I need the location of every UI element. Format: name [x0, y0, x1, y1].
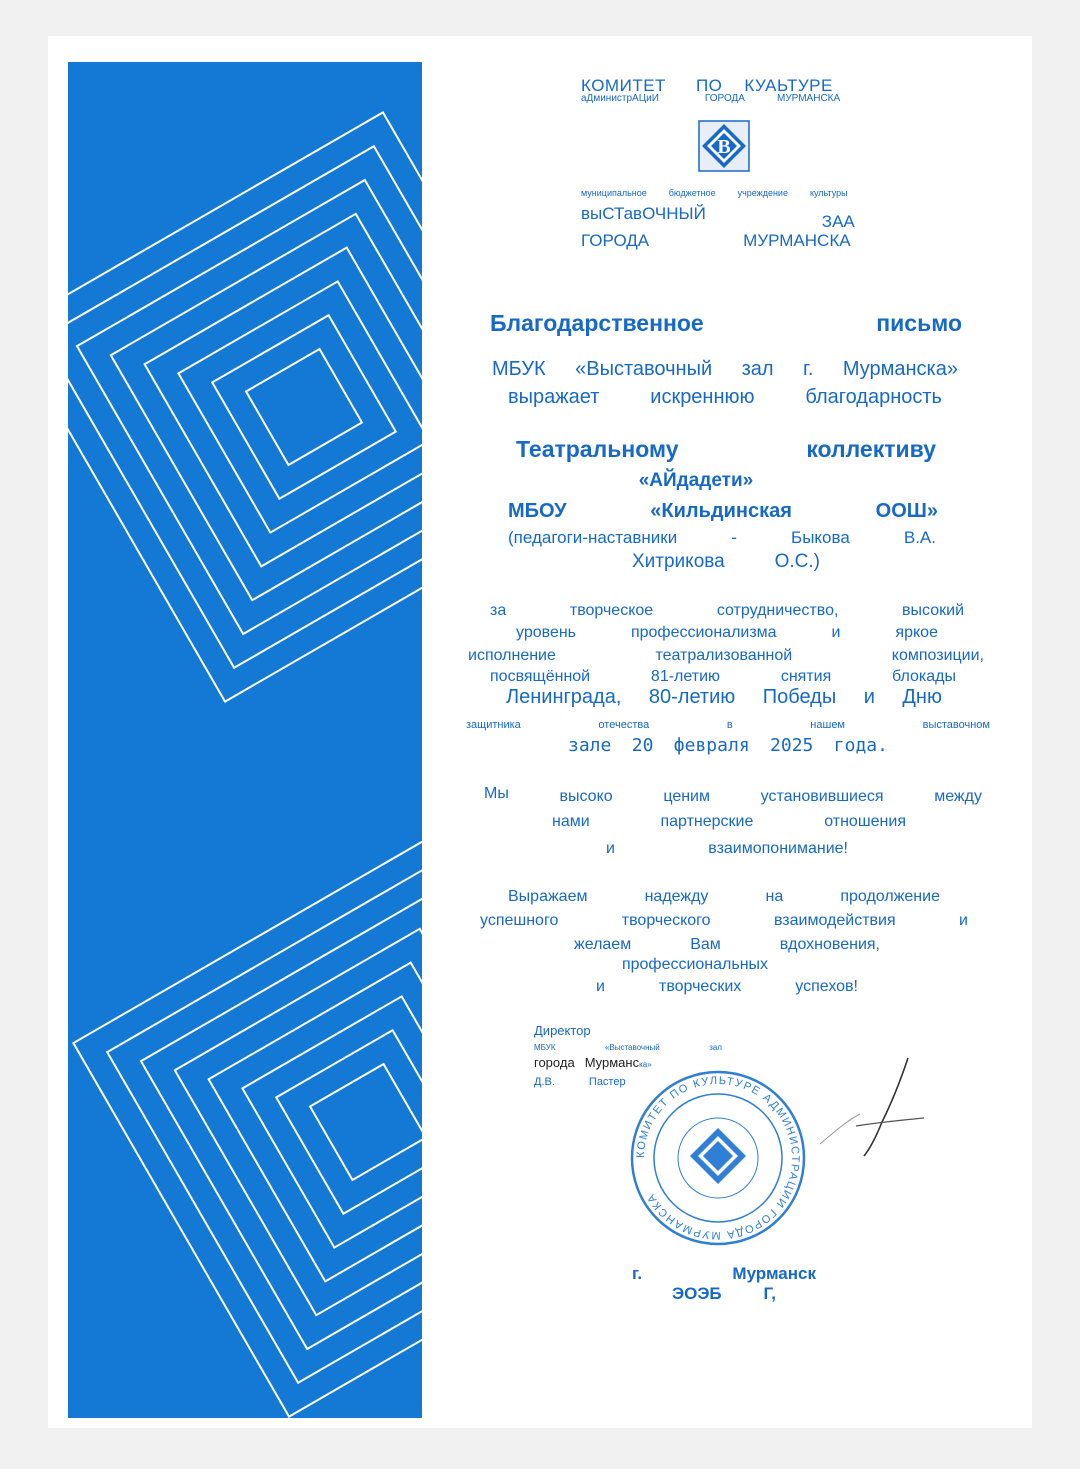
recipient-teachers-2: Хитрикова О.С.) [632, 551, 820, 572]
committee-header: КОМИТЕТ ПО КУАЬТУРЕ [581, 76, 833, 95]
footer-city: г. Мурманск [632, 1264, 816, 1283]
band-square-0-6 [68, 76, 422, 737]
band-square-1-6 [68, 791, 422, 1418]
signature-name: Д.В. Пастер [534, 1076, 626, 1088]
logo-letter: В [717, 136, 731, 158]
official-stamp-icon [630, 1070, 806, 1246]
signature-city: города Мурманска» [534, 1055, 652, 1070]
handwritten-signature-icon [820, 1052, 940, 1162]
band-square-1-0 [295, 1049, 422, 1196]
appreciation-line-2: нами партнерские отношения [552, 813, 906, 830]
institution-type: муниципальное бюджетное учреждение культуры [581, 188, 848, 198]
band-square-0-0 [231, 334, 378, 481]
reason-line-6: защитника отечества в нашем выставочном [466, 719, 990, 731]
wishes-line-3: желаем Вам вдохновения, [574, 936, 880, 953]
reason-line-7: зале 20 февраля 2025 года. [568, 735, 888, 756]
wishes-line-1: Выражаем надежду на продолжение [508, 888, 940, 905]
administration-header: аДминистрАЦиИ ГОРОДА МУРМАНСКА [581, 93, 841, 104]
wishes-line-5: и творческих успехов! [596, 978, 858, 995]
band-square-0-3 [102, 205, 422, 609]
band-square-1-4 [123, 877, 422, 1367]
reason-line-5: Ленинграда, 80-летию Победы и Дню [506, 686, 942, 708]
wishes-line-2: успешного творческого взаимодействия и [480, 912, 968, 929]
band-square-0-1 [188, 291, 421, 524]
reason-line-1: за творческое сотрудничество, высокий [490, 602, 964, 619]
wishes-line-4: профессиональных [621, 956, 769, 973]
intro-line-2: выражает искреннюю благодарность [508, 386, 942, 408]
institution-name-line1: выСТавОЧНЫЙ ЗАА [581, 204, 855, 231]
appreciation-line-3: и взаимопонимание! [606, 840, 848, 857]
recipient-collective-name: «АЙдадети» [638, 470, 754, 491]
decorative-band [68, 62, 422, 1418]
band-square-1-7 [68, 748, 422, 1418]
signature-org: МБУК «Выставочный зал [534, 1043, 722, 1052]
signature-title: Директор [534, 1023, 591, 1038]
band-square-0-5 [68, 119, 422, 695]
stamp-ring-text: КОМИТЕТ ПО КУЛЬТУРЕ АДМИНИСТРАЦИИ ГОРОДА МУРМАНСКА [634, 1074, 802, 1242]
footer-date: ЭОЭБ Г, [672, 1284, 776, 1303]
recipient-school: МБОУ «Кильдинская ООШ» [508, 500, 938, 522]
band-square-0-4 [68, 162, 422, 652]
band-square-1-5 [80, 834, 422, 1410]
band-pattern [68, 62, 422, 1418]
letter-title: Благодарственное письмо [490, 310, 962, 336]
intro-line-1: МБУК «Выставочный зал г. Мурманска» [492, 358, 958, 380]
recipient-line-1: Театральному коллективу [516, 436, 936, 462]
reason-line-3: исполнение театрализованной композиции, [468, 647, 984, 664]
recipient-teachers-1: (педагоги-наставники - Быкова В.А. [508, 528, 936, 547]
institution-name-line2: ГОРОДА МУРМАНСКА [581, 231, 851, 250]
reason-line-2: уровень профессионализма и яркое [516, 624, 938, 641]
exhibition-hall-logo-icon [698, 120, 750, 172]
appreciation-line-1: Мы высоко ценим установившиеся между [484, 785, 982, 805]
reason-line-4: посвящённой 81-летию снятия блокады [490, 668, 956, 685]
